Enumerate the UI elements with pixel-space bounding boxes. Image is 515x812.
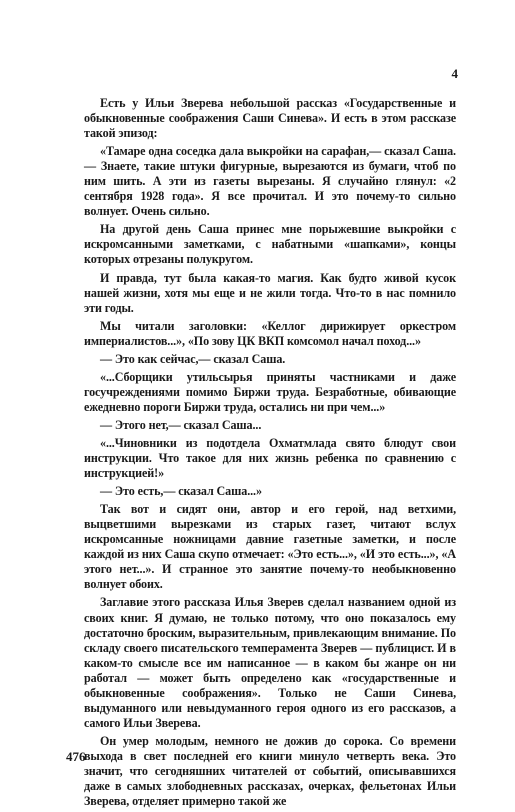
- page-number: 476: [66, 749, 86, 764]
- paragraph: — Этого нет,— сказал Саша...: [100, 417, 262, 432]
- paragraph: «...Чиновники из подотдела Охматмлада свято блюдут свои инструкции. Что такое для них жизнь ребенка по сравнению с инструкцией!»: [84, 435, 456, 481]
- body-text: [84, 96, 456, 812]
- paragraph: «Тамаре одна соседка дала выкройки на сарафан,— сказал Саша.— Знаете, такие штуки фигурные, вырезаются из бумаги, чтоб по ним шить. А эти из газеты вырезаны. Я случайно глянул: «2 сентября 1928 года». Я все прочитал. И это почему-то сильно волнует. Очень сильно.: [84, 144, 456, 219]
- paragraph: — Это есть,— сказал Саша...»: [100, 484, 262, 499]
- paragraph: На другой день Саша принес мне порыжевшие выкройки с искромсанными заметками, с набатными «шапками», концы которых отрезаны полукругом.: [84, 222, 456, 267]
- paragraph: Есть у Ильи Зверева небольшой рассказ «Государственные и обыкновенные соображения Саши Синева». И есть в этом рассказе такой эпизод:: [84, 96, 456, 141]
- page-marker: 4: [451, 66, 458, 81]
- paragraph: Мы читали заголовки: «Келлог дирижирует оркестром империалистов...», «По зову ЦК ВКП комсомол начал поход...»: [84, 318, 456, 348]
- paragraph: Заглавие этого рассказа Илья Зверев сделал названием одной из своих книг. Я думаю, не только потому, что оно показалось ему достаточно броским, выразительным, привлекающим внимание. По складу своего писательского темперамента Зверев — публицист. И в каком-то смысле все им написанное — в каком бы жанре он ни работал — может быть определено как «государственные и обыкновенные соображения». Только не Саши Синева, выдуманного или невыдуманного героя одного из его рассказов, а самого Ильи Зверева.: [84, 595, 456, 730]
- paragraph: Так вот и сидят они, автор и его герой, над ветхими, выцветшими вырезками из старых газет, читают вслух искромсанные ножницами давние газетные заметки, и после каждой из них Саша скупо отмечает: «Это есть...», «И это есть...», «А этого нет...». И странное это занятие почему-то необыкновенно волнует обоих.: [84, 502, 456, 592]
- paragraph: — Это как сейчас,— сказал Саша.: [100, 351, 286, 366]
- paragraph: «...Сборщики утильсырья приняты частниками и даже госучреждениями помимо Биржи труда. Безработные, обивающие ежедневно пороги Биржи труда, остались ни при чем...»: [84, 369, 456, 414]
- paragraph: И правда, тут была какая-то магия. Как будто живой кусок нашей жизни, хотя мы еще и не жили тогда. Что-то в нас помнило эти годы.: [84, 270, 456, 315]
- paragraph: Он умер молодым, немного не дожив до сорока. Со времени выхода в свет последней его книги минуло четверть века. Это значит, что сегодняшних читателей от событий, описывавшихся даже в самых злободневных рассказах, очерках, фельетонах Ильи Зверева, отделяет примерно такой же: [84, 733, 456, 809]
